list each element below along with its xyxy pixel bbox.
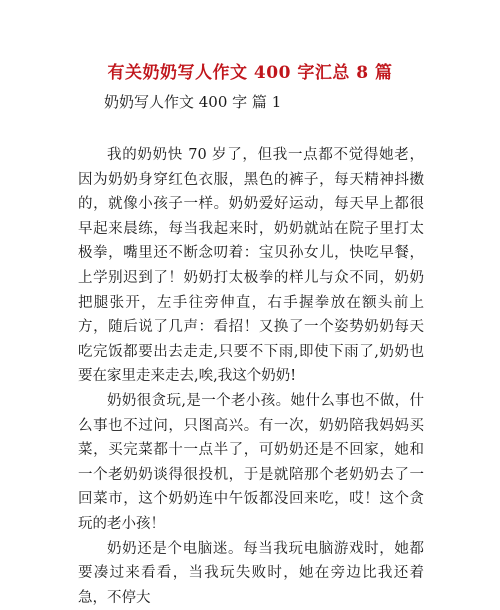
body-text (78, 143, 424, 610)
document-title: 有关奶奶写人作文 400 字汇总 8 篇 (0, 60, 500, 86)
paragraph-1: 我的奶奶快 70 岁了，但我一点都不觉得她老，因为奶奶身穿红色衣服，黑色的裤子，每天精神抖擞的，就像小孩子一样。奶奶爱好运动，每天早上都很早起来晨练，每当我起来时，奶奶就站在院子里打太极拳，嘴里还不断念叨着：宝贝孙女儿，快吃早餐，上学别迟到了！奶奶打太极拳的样儿与众不同，奶奶把腿张开，左手往旁伸直，右手握拳放在额头前上方，随后说了几声：看招！又换了一个姿势奶奶每天吃完饭都要出去走走,只要不下雨,即使下雨了,奶奶也要在家里走来走去,唉,我这个奶奶! (78, 143, 424, 389)
paragraph-3: 奶奶还是个电脑迷。每当我玩电脑游戏时，她都要凑过来看看，当我玩失败时，她在旁边比我还着急，不停大 (78, 537, 424, 610)
paragraph-2: 奶奶很贪玩,是一个老小孩。她什么事也不做，什么事也不过问，只图高兴。有一次，奶奶陪我妈妈买菜，买完菜都十一点半了，可奶奶还是不回家，她和一个老奶奶谈得很投机，于是就陪那个老奶奶去了一回菜市，这个奶奶连中午饭都没回来吃，哎！这个贪玩的老小孩！ (78, 389, 424, 537)
section-heading: 奶奶写人作文 400 字 篇 1 (104, 90, 281, 114)
